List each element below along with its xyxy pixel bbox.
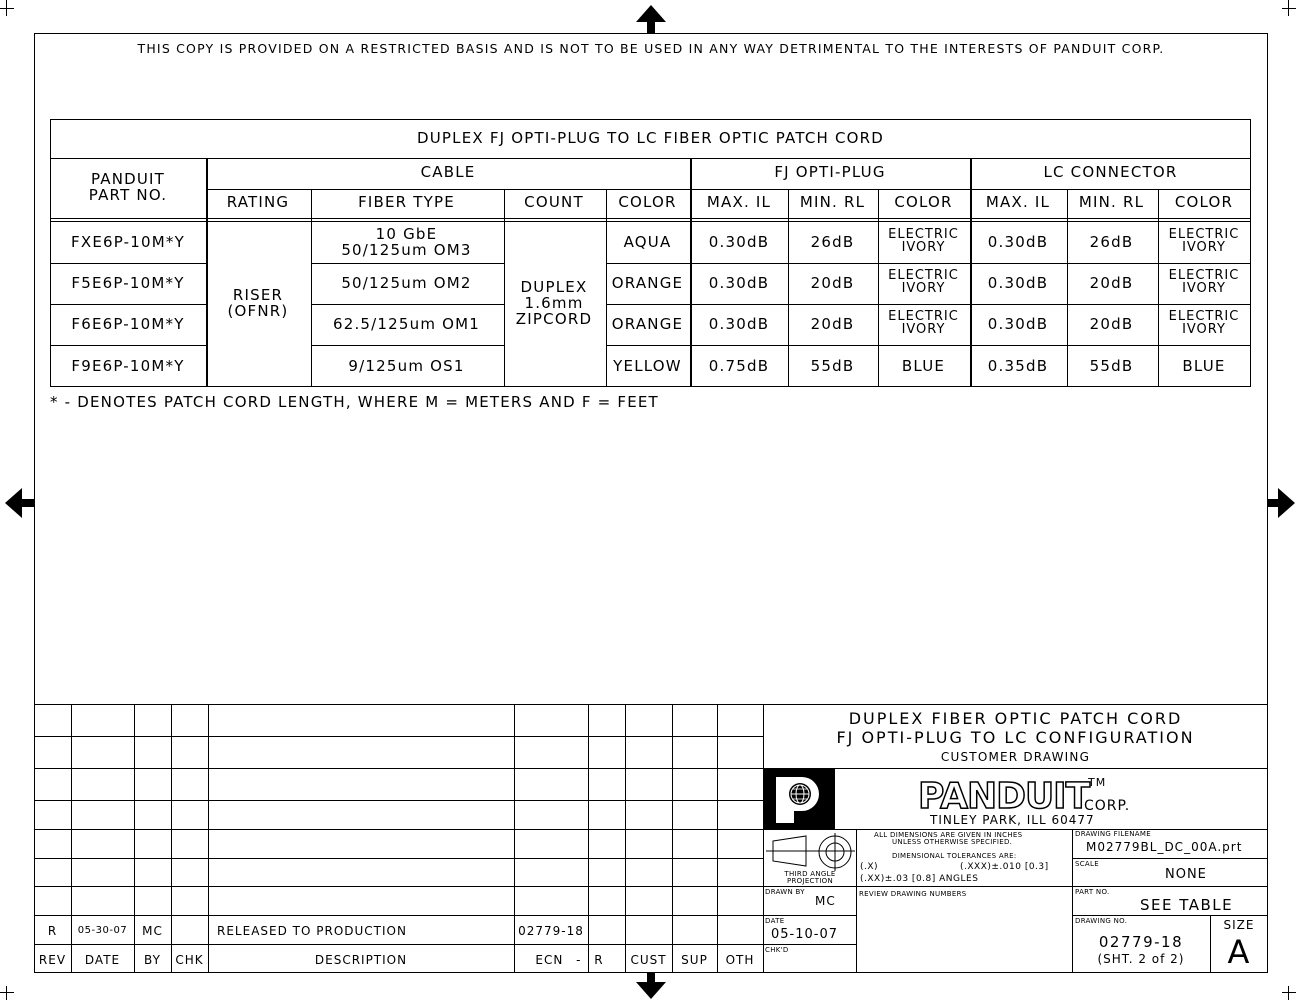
table-row-lc-il: 0.30dB bbox=[987, 274, 1049, 292]
table-row-fiber: 10 GbE bbox=[375, 225, 438, 243]
table-row-fj-color: BLUE bbox=[901, 357, 946, 375]
count-cell: ZIPCORD bbox=[515, 310, 593, 328]
drawing-no-label: DRAWING NO. bbox=[1075, 917, 1128, 925]
drawing-title-1: DUPLEX FIBER OPTIC PATCH CORD bbox=[848, 709, 1183, 728]
table-row-fj-rl: 20dB bbox=[810, 274, 855, 292]
tolerance-xx: (.XX)±.03 [0.8] ANGLES bbox=[860, 874, 979, 884]
rev-header: ECN - R bbox=[535, 953, 604, 967]
table-row-lc-il: 0.30dB bbox=[987, 233, 1049, 251]
table-row-part: FXE6P-10M*Y bbox=[71, 233, 185, 251]
group-header-lc: LC CONNECTOR bbox=[1043, 163, 1178, 181]
scale-label: SCALE bbox=[1075, 860, 1099, 868]
rev-ecn: 02779-18 bbox=[518, 924, 584, 938]
projection-label: THIRD ANGLE bbox=[784, 870, 836, 878]
rev-header: BY bbox=[144, 953, 161, 967]
subheader: MIN. RL bbox=[1078, 193, 1145, 211]
table-row-lc-rl: 26dB bbox=[1089, 233, 1134, 251]
table-row-fj-il: 0.30dB bbox=[708, 274, 770, 292]
table-row-color: AQUA bbox=[623, 233, 672, 251]
sheet-number: (SHT. 2 of 2) bbox=[1097, 952, 1185, 966]
dims-note: ALL DIMENSIONS ARE GIVEN IN INCHES bbox=[874, 831, 1023, 839]
table-row-fiber: 50/125um OM3 bbox=[341, 241, 472, 259]
table-row-lc-il: 0.35dB bbox=[987, 357, 1049, 375]
rev-header: CHK bbox=[175, 953, 204, 967]
table-row-fj-il: 0.30dB bbox=[708, 315, 770, 333]
restriction-notice: THIS COPY IS PROVIDED ON A RESTRICTED BASIS AND IS NOT TO BE USED IN ANY WAY DETRIMENTAL TO THE INTERESTS OF PANDUIT CORP. bbox=[137, 41, 1165, 56]
table-row-lc-color: IVORY bbox=[1182, 240, 1226, 255]
date-label: DATE bbox=[765, 917, 785, 925]
subheader: MAX. IL bbox=[985, 193, 1051, 211]
tolerance-xxx: (.XXX)±.010 [0.3] bbox=[960, 862, 1049, 872]
rev-by: MC bbox=[142, 924, 163, 938]
rev-letter: R bbox=[47, 924, 58, 938]
count-cell: 1.6mm bbox=[524, 294, 584, 312]
table-row-part: F9E6P-10M*Y bbox=[71, 357, 185, 375]
table-row-fiber: 9/125um OS1 bbox=[348, 357, 465, 375]
table-row-fj-rl: 20dB bbox=[810, 315, 855, 333]
table-row-fj-color: ELECTRIC bbox=[888, 309, 959, 324]
part-no-header: PART NO. bbox=[88, 186, 168, 204]
rating-cell: RISER bbox=[232, 286, 284, 304]
table-row-fj-il: 0.75dB bbox=[708, 357, 770, 375]
subheader: MAX. IL bbox=[706, 193, 772, 211]
date-value: 05-10-07 bbox=[771, 927, 839, 942]
drawing-filename-label: DRAWING FILENAME bbox=[1075, 830, 1151, 838]
table-row-lc-color: IVORY bbox=[1182, 322, 1226, 337]
panduit-brand: PANDUIT bbox=[918, 776, 1090, 817]
part-no-value: SEE TABLE bbox=[1140, 896, 1234, 914]
table-row-fj-color: ELECTRIC bbox=[888, 268, 959, 283]
review-label: REVIEW DRAWING NUMBERS bbox=[859, 890, 967, 898]
group-header-fj: FJ OPTI-PLUG bbox=[774, 163, 886, 181]
footnote: * - DENOTES PATCH CORD LENGTH, WHERE M = METERS AND F = FEET bbox=[50, 393, 659, 411]
drawing-filename: M02779BL_DC_00A.prt bbox=[1086, 840, 1243, 854]
table-row-lc-rl: 20dB bbox=[1089, 315, 1134, 333]
tolerance-x: (.X) bbox=[860, 862, 879, 872]
tolerance-label: DIMENSIONAL TOLERANCES ARE: bbox=[892, 852, 1017, 860]
table-row-lc-rl: 20dB bbox=[1089, 274, 1134, 292]
table-row-lc-color: BLUE bbox=[1182, 357, 1226, 375]
drawing-no-value: 02779-18 bbox=[1098, 933, 1184, 951]
drawn-by-label: DRAWN BY bbox=[765, 888, 805, 896]
rev-date: 05-30-07 bbox=[77, 925, 128, 936]
table-row-fj-color: ELECTRIC bbox=[888, 227, 959, 242]
subheader: RATING bbox=[226, 193, 290, 211]
table-row-lc-color: ELECTRIC bbox=[1168, 268, 1240, 283]
drawing-title-3: CUSTOMER DRAWING bbox=[940, 750, 1091, 764]
size-label: SIZE bbox=[1223, 918, 1255, 932]
third-angle-projection-icon bbox=[766, 833, 855, 871]
table-row-fj-rl: 26dB bbox=[810, 233, 855, 251]
table-row-fj-color: IVORY bbox=[901, 322, 946, 337]
subheader: COUNT bbox=[524, 193, 584, 211]
rev-header: OTH bbox=[725, 953, 755, 967]
table-row-part: F6E6P-10M*Y bbox=[71, 315, 185, 333]
group-header-cable: CABLE bbox=[420, 163, 476, 181]
rating-cell: (OFNR) bbox=[227, 302, 289, 320]
table-row-lc-color: ELECTRIC bbox=[1168, 309, 1240, 324]
scale-value: NONE bbox=[1165, 867, 1207, 882]
table-row-fj-color: IVORY bbox=[901, 281, 946, 296]
table-row-fj-il: 0.30dB bbox=[708, 233, 770, 251]
rev-header: SUP bbox=[681, 953, 708, 967]
table-row-color: YELLOW bbox=[613, 357, 682, 375]
rev-header: DATE bbox=[84, 953, 121, 967]
table-row-part: F5E6P-10M*Y bbox=[71, 274, 185, 292]
table-row-fiber: 50/125um OM2 bbox=[341, 274, 472, 292]
table-row-lc-color: IVORY bbox=[1182, 281, 1226, 296]
part-no-header: PANDUIT bbox=[90, 170, 166, 188]
table-row-color: ORANGE bbox=[611, 315, 684, 333]
subheader: COLOR bbox=[894, 193, 953, 211]
part-no-label: PART NO. bbox=[1075, 888, 1110, 896]
table-row-fj-color: IVORY bbox=[901, 240, 946, 255]
subheader: FIBER TYPE bbox=[358, 193, 455, 211]
subheader: COLOR bbox=[1174, 193, 1234, 211]
table-row-lc-color: ELECTRIC bbox=[1168, 227, 1240, 242]
table-row-fj-rl: 55dB bbox=[810, 357, 855, 375]
checked-label: CHK'D bbox=[765, 946, 789, 954]
table-row-fiber: 62.5/125um OM1 bbox=[332, 315, 481, 333]
rev-header: CUST bbox=[630, 953, 667, 967]
table-title: DUPLEX FJ OPTI-PLUG TO LC FIBER OPTIC PATCH CORD bbox=[416, 129, 885, 147]
location: TINLEY PARK, ILL 60477 bbox=[930, 813, 1095, 827]
rev-header: DESCRIPTION bbox=[314, 953, 408, 967]
table-row-color: ORANGE bbox=[611, 274, 684, 292]
subheader: COLOR bbox=[618, 193, 677, 211]
dims-note: UNLESS OTHERWISE SPECIFIED. bbox=[892, 838, 1013, 846]
drawn-by-value: MC bbox=[815, 894, 836, 908]
count-cell: DUPLEX bbox=[520, 278, 588, 296]
projection-label: PROJECTION bbox=[786, 877, 834, 885]
table-row-lc-il: 0.30dB bbox=[987, 315, 1049, 333]
size-value: A bbox=[1227, 933, 1251, 971]
rev-header: REV bbox=[38, 953, 67, 967]
trademark: TM bbox=[1088, 776, 1107, 789]
corp-label: CORP. bbox=[1084, 798, 1131, 814]
rev-description: RELEASED TO PRODUCTION bbox=[217, 924, 407, 938]
table-row-lc-rl: 55dB bbox=[1089, 357, 1134, 375]
subheader: MIN. RL bbox=[799, 193, 866, 211]
drawing-title-2: FJ OPTI-PLUG TO LC CONFIGURATION bbox=[836, 728, 1195, 747]
